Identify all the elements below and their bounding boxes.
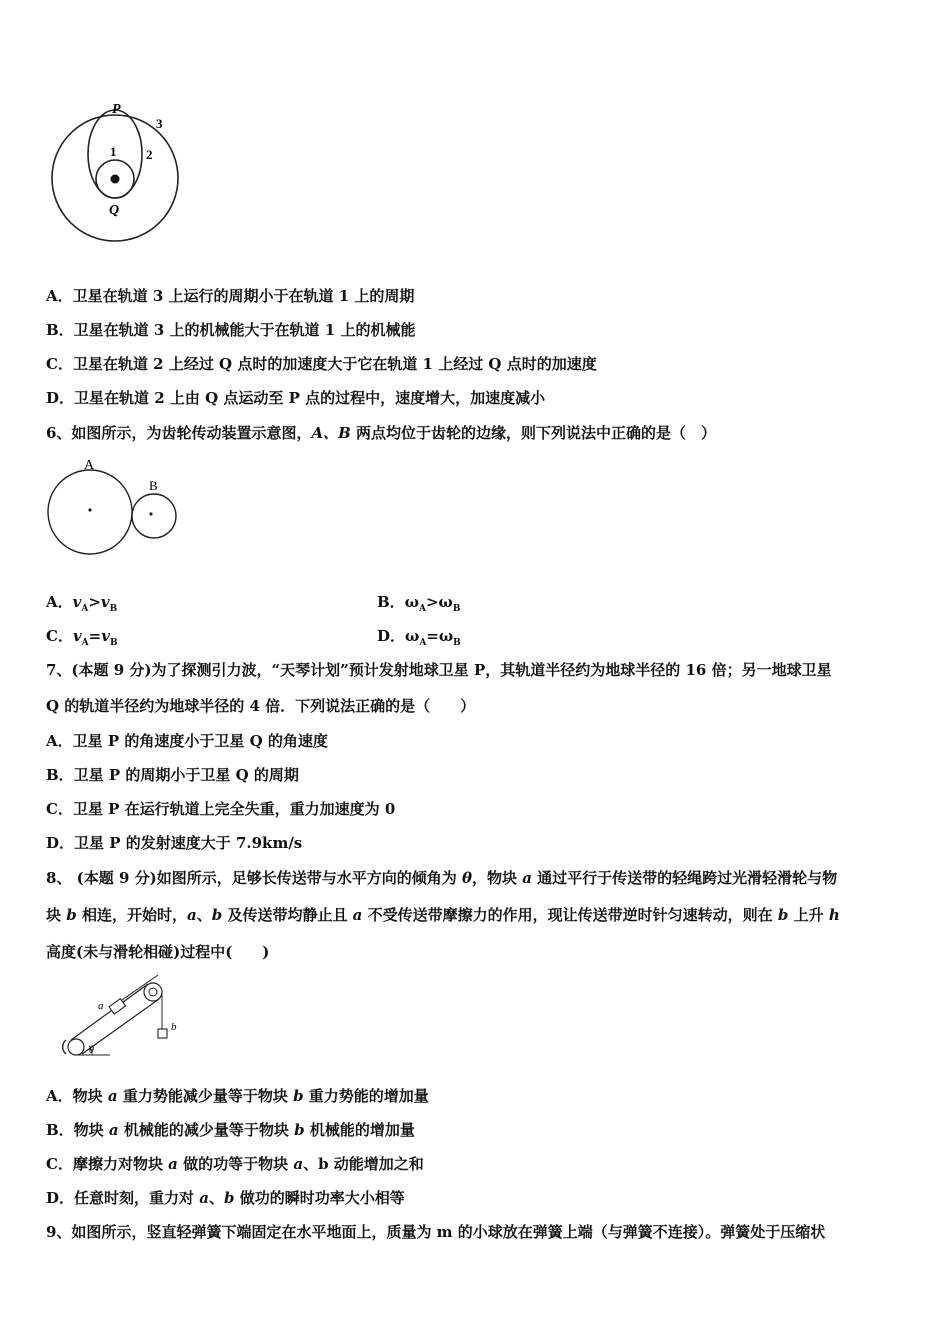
belt-top [71,984,148,1040]
block-b [158,1029,167,1038]
orbit-figure [44,98,194,250]
fig-label-theta: θ [89,1045,94,1056]
q7-stem-line2: Q 的轨道半径约为地球半径的 4 倍．下列说法正确的是（ ） [46,697,476,715]
gear-b-circle [132,494,176,538]
gear-a-circle [48,470,132,554]
earth-dot [111,175,120,184]
q8-option-a: A．物块 a 重力势能减少量等于物块 b 重力势能的增加量 [46,1087,429,1105]
label-3: 3 [156,116,163,131]
q7-option-c: C．卫星 P 在运行轨道上完全失重，重力加速度为 0 [46,800,396,818]
q6-option-d: D．$\omega_A=\omega_B$ [377,627,461,648]
q8-stem-line3: 高度(未与滑轮相碰)过程中( ) [46,943,270,961]
conveyor-figure [58,972,188,1062]
q8-option-b: B．物块 a 机械能的减少量等于物块 b 机械能的增加量 [46,1121,415,1139]
q8-stem-line2: 块 b 相连，开始时，a、b 及传送带均静止且 a 不受传送带摩擦力的作用，现让传送带逆时针匀速转动，则在 b 上升 h [46,906,840,924]
q9-stem: 9、如图所示，竖直轻弹簧下端固定在水平地面上，质量为 m 的小球放在弹簧上端（与弹簧不连接）。弹簧处于压缩状 [46,1223,826,1241]
label-q: Q [109,203,120,218]
q6-option-a: A．$v_A>v_B$ [46,593,118,614]
q5-option-b: B．卫星在轨道 3 上的机械能大于在轨道 1 上的机械能 [46,321,416,339]
block-a [109,999,126,1015]
q7-stem-line1: 7、(本题 9 分)为了探测引力波，“天琴计划”预计发射地球卫星 P，其轨道半径约为地球半径的 16 倍；另一地球卫星 [46,661,832,679]
q5-option-a: A．卫星在轨道 3 上运行的周期小于在轨道 1 上的周期 [46,287,415,305]
q8-option-c: C．摩擦力对物块 a 做的功等于物块 a、b 动能增加之和 [46,1155,424,1173]
gear-label-b: B [149,478,158,493]
upper-pulley [144,983,162,1001]
q6-option-c: C．$v_A=v_B$ [46,627,118,648]
bracket-arc [63,1040,66,1054]
label-1: 1 [110,144,117,159]
gear-label-a: A [84,458,95,473]
q7-option-a: A．卫星 P 的角速度小于卫星 Q 的角速度 [46,732,328,750]
fig-label-a: a [98,1000,104,1012]
gear-b-center [149,512,152,515]
q5-option-c: C．卫星在轨道 2 上经过 Q 点时的加速度大于它在轨道 1 上经过 Q 点时的加速度 [46,355,597,373]
upper-pulley-inner [149,988,157,996]
q6-stem: 6、如图所示，为齿轮传动装置示意图，A、B 两点均位于齿轮的边缘，则下列说法中正确的是（ ） [46,424,717,442]
label-2: 2 [146,147,153,162]
q5-option-d: D．卫星在轨道 2 上由 Q 点运动至 P 点的过程中，速度增大，加速度减小 [46,389,546,407]
gear-figure [44,455,184,565]
q8-option-d: D．任意时刻，重力对 a、b 做功的瞬时功率大小相等 [46,1189,405,1207]
lower-roller [68,1039,84,1055]
gear-a-center [88,508,91,511]
q7-option-d: D．卫星 P 的发射速度大于 7.9km/s [46,834,303,852]
label-p: P [112,102,121,117]
q7-option-b: B．卫星 P 的周期小于卫星 Q 的周期 [46,766,299,784]
q6-option-b: B．$\omega_A>\omega_B$ [377,593,461,614]
q8-stem-line1: 8、 (本题 9 分)如图所示，足够长传送带与水平方向的倾角为 θ，物块 a 通过平行于传送带的轻绳跨过光滑轻滑轮与物 [46,869,838,887]
fig-label-b: b [171,1021,177,1033]
